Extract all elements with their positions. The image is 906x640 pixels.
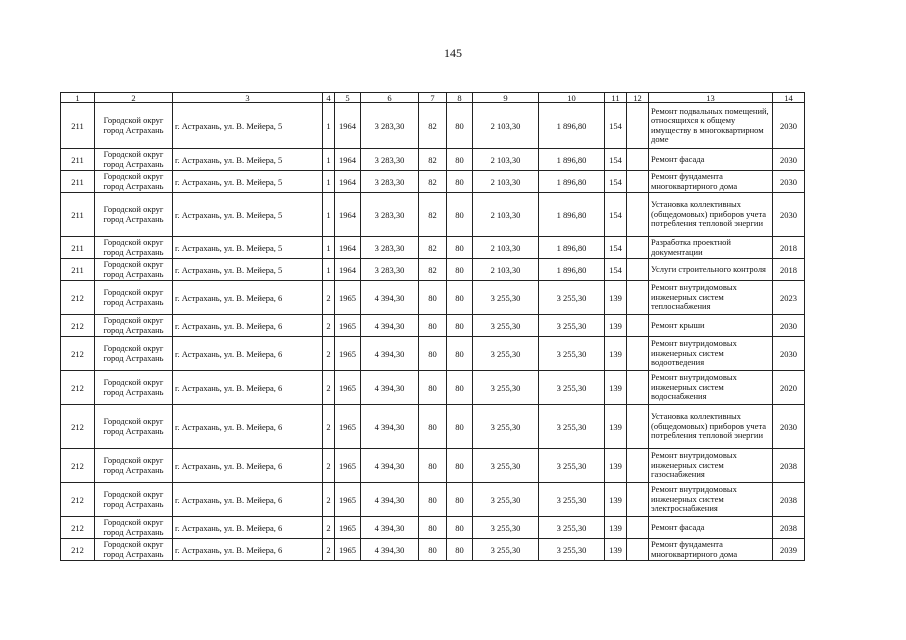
work-type-cell: Установка коллективных (общедомовых) приборов учета потребления тепловой энергии — [649, 193, 773, 237]
total-area-cell: 4 394,30 — [361, 315, 419, 337]
column-10-cell: 1 896,80 — [539, 149, 605, 171]
table-row — [61, 449, 805, 483]
work-type-cell: Ремонт фундамента многоквартирного дома — [649, 171, 773, 193]
column-4-cell: 2 — [323, 315, 335, 337]
column-8-cell: 80 — [447, 483, 473, 517]
column-header: 11 — [605, 93, 627, 103]
column-9-cell: 3 255,30 — [473, 539, 539, 561]
municipality-cell: Городской округ город Астрахань — [95, 103, 173, 149]
work-year-cell: 2018 — [773, 259, 805, 281]
column-10-cell: 3 255,30 — [539, 371, 605, 405]
column-12-cell — [627, 405, 649, 449]
column-9-cell: 3 255,30 — [473, 405, 539, 449]
header-row — [61, 93, 805, 103]
column-9-cell: 2 103,30 — [473, 237, 539, 259]
column-11-cell: 154 — [605, 171, 627, 193]
total-area-cell: 4 394,30 — [361, 539, 419, 561]
column-11-cell: 139 — [605, 337, 627, 371]
repair-program-table — [60, 92, 805, 561]
column-10-cell: 3 255,30 — [539, 315, 605, 337]
work-type-cell: Разработка проектной документации — [649, 237, 773, 259]
column-header: 12 — [627, 93, 649, 103]
address-cell: г. Астрахань, ул. В. Мейера, 6 — [173, 517, 323, 539]
column-11-cell: 154 — [605, 103, 627, 149]
table-row — [61, 539, 805, 561]
table-row — [61, 149, 805, 171]
column-12-cell — [627, 171, 649, 193]
column-header: 3 — [173, 93, 323, 103]
column-11-cell: 139 — [605, 449, 627, 483]
work-type-cell: Установка коллективных (общедомовых) приборов учета потребления тепловой энергии — [649, 405, 773, 449]
column-12-cell — [627, 149, 649, 171]
column-11-cell: 154 — [605, 149, 627, 171]
municipality-cell: Городской округ город Астрахань — [95, 237, 173, 259]
column-9-cell: 2 103,30 — [473, 149, 539, 171]
column-8-cell: 80 — [447, 149, 473, 171]
column-10-cell: 1 896,80 — [539, 259, 605, 281]
column-9-cell: 3 255,30 — [473, 449, 539, 483]
column-8-cell: 80 — [447, 259, 473, 281]
column-9-cell: 2 103,30 — [473, 171, 539, 193]
row-number-cell: 211 — [61, 103, 95, 149]
address-cell: г. Астрахань, ул. В. Мейера, 6 — [173, 405, 323, 449]
column-10-cell: 1 896,80 — [539, 237, 605, 259]
row-number-cell: 211 — [61, 171, 95, 193]
column-8-cell: 80 — [447, 103, 473, 149]
work-type-cell: Ремонт подвальных помещений, относящихся к общему имуществу в многоквартирном доме — [649, 103, 773, 149]
column-4-cell: 2 — [323, 337, 335, 371]
municipality-cell: Городской округ город Астрахань — [95, 449, 173, 483]
column-12-cell — [627, 539, 649, 561]
column-10-cell: 3 255,30 — [539, 281, 605, 315]
work-year-cell: 2030 — [773, 315, 805, 337]
column-10-cell: 3 255,30 — [539, 483, 605, 517]
work-type-cell: Ремонт фасада — [649, 517, 773, 539]
address-cell: г. Астрахань, ул. В. Мейера, 6 — [173, 281, 323, 315]
column-9-cell: 3 255,30 — [473, 517, 539, 539]
column-11-cell: 154 — [605, 237, 627, 259]
year-built-cell: 1964 — [335, 193, 361, 237]
column-7-cell: 80 — [419, 371, 447, 405]
year-built-cell: 1965 — [335, 517, 361, 539]
column-header: 8 — [447, 93, 473, 103]
column-11-cell: 154 — [605, 259, 627, 281]
column-8-cell: 80 — [447, 539, 473, 561]
work-type-cell: Ремонт внутридомовых инженерных систем водоснабжения — [649, 371, 773, 405]
column-8-cell: 80 — [447, 337, 473, 371]
municipality-cell: Городской округ город Астрахань — [95, 149, 173, 171]
work-year-cell: 2018 — [773, 237, 805, 259]
work-type-cell: Ремонт фасада — [649, 149, 773, 171]
year-built-cell: 1964 — [335, 259, 361, 281]
address-cell: г. Астрахань, ул. В. Мейера, 5 — [173, 193, 323, 237]
total-area-cell: 3 283,30 — [361, 171, 419, 193]
column-9-cell: 3 255,30 — [473, 337, 539, 371]
row-number-cell: 212 — [61, 517, 95, 539]
total-area-cell: 3 283,30 — [361, 103, 419, 149]
column-12-cell — [627, 337, 649, 371]
column-10-cell: 3 255,30 — [539, 405, 605, 449]
total-area-cell: 3 283,30 — [361, 193, 419, 237]
work-year-cell: 2030 — [773, 103, 805, 149]
column-10-cell: 3 255,30 — [539, 539, 605, 561]
column-7-cell: 80 — [419, 539, 447, 561]
column-12-cell — [627, 517, 649, 539]
column-12-cell — [627, 237, 649, 259]
column-11-cell: 139 — [605, 281, 627, 315]
column-8-cell: 80 — [447, 281, 473, 315]
column-4-cell: 1 — [323, 237, 335, 259]
address-cell: г. Астрахань, ул. В. Мейера, 5 — [173, 237, 323, 259]
column-header: 1 — [61, 93, 95, 103]
column-header: 2 — [95, 93, 173, 103]
table-row — [61, 483, 805, 517]
total-area-cell: 3 283,30 — [361, 149, 419, 171]
work-year-cell: 2023 — [773, 281, 805, 315]
year-built-cell: 1965 — [335, 483, 361, 517]
column-12-cell — [627, 259, 649, 281]
address-cell: г. Астрахань, ул. В. Мейера, 6 — [173, 371, 323, 405]
total-area-cell: 4 394,30 — [361, 337, 419, 371]
column-header: 4 — [323, 93, 335, 103]
column-header: 7 — [419, 93, 447, 103]
column-11-cell: 139 — [605, 405, 627, 449]
work-year-cell: 2030 — [773, 149, 805, 171]
row-number-cell: 212 — [61, 315, 95, 337]
address-cell: г. Астрахань, ул. В. Мейера, 5 — [173, 149, 323, 171]
column-header: 9 — [473, 93, 539, 103]
municipality-cell: Городской округ город Астрахань — [95, 371, 173, 405]
work-year-cell: 2038 — [773, 483, 805, 517]
column-9-cell: 2 103,30 — [473, 193, 539, 237]
column-7-cell: 82 — [419, 259, 447, 281]
column-4-cell: 1 — [323, 259, 335, 281]
year-built-cell: 1964 — [335, 237, 361, 259]
municipality-cell: Городской округ город Астрахань — [95, 259, 173, 281]
column-10-cell: 1 896,80 — [539, 103, 605, 149]
work-type-cell: Услуги строительного контроля — [649, 259, 773, 281]
table-row — [61, 371, 805, 405]
column-12-cell — [627, 281, 649, 315]
work-year-cell: 2038 — [773, 449, 805, 483]
work-year-cell: 2030 — [773, 405, 805, 449]
municipality-cell: Городской округ город Астрахань — [95, 337, 173, 371]
municipality-cell: Городской округ город Астрахань — [95, 539, 173, 561]
column-8-cell: 80 — [447, 171, 473, 193]
work-type-cell: Ремонт внутридомовых инженерных систем теплоснабжения — [649, 281, 773, 315]
column-9-cell: 3 255,30 — [473, 483, 539, 517]
total-area-cell: 4 394,30 — [361, 371, 419, 405]
address-cell: г. Астрахань, ул. В. Мейера, 6 — [173, 315, 323, 337]
work-type-cell: Ремонт внутридомовых инженерных систем водоотведения — [649, 337, 773, 371]
year-built-cell: 1965 — [335, 405, 361, 449]
column-11-cell: 139 — [605, 517, 627, 539]
column-12-cell — [627, 483, 649, 517]
table-body — [61, 103, 805, 561]
municipality-cell: Городской округ город Астрахань — [95, 193, 173, 237]
municipality-cell: Городской округ город Астрахань — [95, 281, 173, 315]
table-row — [61, 405, 805, 449]
column-10-cell: 3 255,30 — [539, 517, 605, 539]
work-type-cell: Ремонт фундамента многоквартирного дома — [649, 539, 773, 561]
column-4-cell: 2 — [323, 539, 335, 561]
work-year-cell: 2038 — [773, 517, 805, 539]
year-built-cell: 1964 — [335, 149, 361, 171]
column-8-cell: 80 — [447, 315, 473, 337]
table-row — [61, 281, 805, 315]
column-10-cell: 3 255,30 — [539, 337, 605, 371]
table-row — [61, 103, 805, 149]
column-7-cell: 80 — [419, 405, 447, 449]
column-4-cell: 2 — [323, 449, 335, 483]
column-9-cell: 3 255,30 — [473, 371, 539, 405]
municipality-cell: Городской округ город Астрахань — [95, 171, 173, 193]
column-8-cell: 80 — [447, 237, 473, 259]
column-header: 5 — [335, 93, 361, 103]
column-9-cell: 3 255,30 — [473, 281, 539, 315]
column-10-cell: 3 255,30 — [539, 449, 605, 483]
total-area-cell: 4 394,30 — [361, 483, 419, 517]
year-built-cell: 1965 — [335, 449, 361, 483]
column-7-cell: 80 — [419, 449, 447, 483]
column-9-cell: 3 255,30 — [473, 315, 539, 337]
column-7-cell: 80 — [419, 315, 447, 337]
column-11-cell: 139 — [605, 539, 627, 561]
column-12-cell — [627, 449, 649, 483]
row-number-cell: 211 — [61, 193, 95, 237]
total-area-cell: 4 394,30 — [361, 517, 419, 539]
row-number-cell: 212 — [61, 337, 95, 371]
column-8-cell: 80 — [447, 371, 473, 405]
column-9-cell: 2 103,30 — [473, 259, 539, 281]
row-number-cell: 212 — [61, 281, 95, 315]
work-type-cell: Ремонт крыши — [649, 315, 773, 337]
column-7-cell: 82 — [419, 193, 447, 237]
column-4-cell: 1 — [323, 171, 335, 193]
row-number-cell: 211 — [61, 237, 95, 259]
column-10-cell: 1 896,80 — [539, 171, 605, 193]
table-row — [61, 193, 805, 237]
work-year-cell: 2030 — [773, 337, 805, 371]
column-4-cell: 1 — [323, 193, 335, 237]
column-12-cell — [627, 315, 649, 337]
municipality-cell: Городской округ город Астрахань — [95, 315, 173, 337]
address-cell: г. Астрахань, ул. В. Мейера, 6 — [173, 337, 323, 371]
column-7-cell: 80 — [419, 281, 447, 315]
year-built-cell: 1965 — [335, 337, 361, 371]
work-year-cell: 2039 — [773, 539, 805, 561]
row-number-cell: 211 — [61, 149, 95, 171]
address-cell: г. Астрахань, ул. В. Мейера, 6 — [173, 483, 323, 517]
year-built-cell: 1965 — [335, 281, 361, 315]
row-number-cell: 212 — [61, 405, 95, 449]
year-built-cell: 1964 — [335, 171, 361, 193]
column-4-cell: 1 — [323, 103, 335, 149]
year-built-cell: 1965 — [335, 539, 361, 561]
work-year-cell: 2020 — [773, 371, 805, 405]
work-type-cell: Ремонт внутридомовых инженерных систем газоснабжения — [649, 449, 773, 483]
address-cell: г. Астрахань, ул. В. Мейера, 5 — [173, 259, 323, 281]
table-row — [61, 171, 805, 193]
column-7-cell: 82 — [419, 171, 447, 193]
column-4-cell: 1 — [323, 149, 335, 171]
column-10-cell: 1 896,80 — [539, 193, 605, 237]
year-built-cell: 1965 — [335, 315, 361, 337]
table-row — [61, 237, 805, 259]
municipality-cell: Городской округ город Астрахань — [95, 405, 173, 449]
work-year-cell: 2030 — [773, 171, 805, 193]
column-7-cell: 82 — [419, 103, 447, 149]
column-header: 6 — [361, 93, 419, 103]
column-4-cell: 2 — [323, 281, 335, 315]
column-7-cell: 82 — [419, 149, 447, 171]
column-11-cell: 139 — [605, 483, 627, 517]
table-row — [61, 517, 805, 539]
table-row — [61, 337, 805, 371]
row-number-cell: 212 — [61, 483, 95, 517]
total-area-cell: 4 394,30 — [361, 281, 419, 315]
total-area-cell: 3 283,30 — [361, 237, 419, 259]
column-12-cell — [627, 371, 649, 405]
column-header: 14 — [773, 93, 805, 103]
year-built-cell: 1964 — [335, 103, 361, 149]
column-4-cell: 2 — [323, 371, 335, 405]
column-4-cell: 2 — [323, 517, 335, 539]
column-8-cell: 80 — [447, 193, 473, 237]
work-type-cell: Ремонт внутридомовых инженерных систем электроснабжения — [649, 483, 773, 517]
column-11-cell: 154 — [605, 193, 627, 237]
column-4-cell: 2 — [323, 483, 335, 517]
column-12-cell — [627, 103, 649, 149]
row-number-cell: 211 — [61, 259, 95, 281]
column-header: 13 — [649, 93, 773, 103]
column-7-cell: 80 — [419, 337, 447, 371]
address-cell: г. Астрахань, ул. В. Мейера, 5 — [173, 171, 323, 193]
work-year-cell: 2030 — [773, 193, 805, 237]
column-8-cell: 80 — [447, 517, 473, 539]
address-cell: г. Астрахань, ул. В. Мейера, 5 — [173, 103, 323, 149]
total-area-cell: 3 283,30 — [361, 259, 419, 281]
total-area-cell: 4 394,30 — [361, 405, 419, 449]
row-number-cell: 212 — [61, 371, 95, 405]
municipality-cell: Городской округ город Астрахань — [95, 517, 173, 539]
column-11-cell: 139 — [605, 371, 627, 405]
column-12-cell — [627, 193, 649, 237]
table-row — [61, 315, 805, 337]
page-number: 145 — [444, 46, 462, 60]
address-cell: г. Астрахань, ул. В. Мейера, 6 — [173, 539, 323, 561]
row-number-cell: 212 — [61, 539, 95, 561]
column-7-cell: 82 — [419, 237, 447, 259]
column-8-cell: 80 — [447, 449, 473, 483]
table-row — [61, 259, 805, 281]
column-8-cell: 80 — [447, 405, 473, 449]
column-7-cell: 80 — [419, 517, 447, 539]
year-built-cell: 1965 — [335, 371, 361, 405]
column-4-cell: 2 — [323, 405, 335, 449]
column-header: 10 — [539, 93, 605, 103]
column-9-cell: 2 103,30 — [473, 103, 539, 149]
municipality-cell: Городской округ город Астрахань — [95, 483, 173, 517]
row-number-cell: 212 — [61, 449, 95, 483]
total-area-cell: 4 394,30 — [361, 449, 419, 483]
column-7-cell: 80 — [419, 483, 447, 517]
address-cell: г. Астрахань, ул. В. Мейера, 6 — [173, 449, 323, 483]
column-11-cell: 139 — [605, 315, 627, 337]
